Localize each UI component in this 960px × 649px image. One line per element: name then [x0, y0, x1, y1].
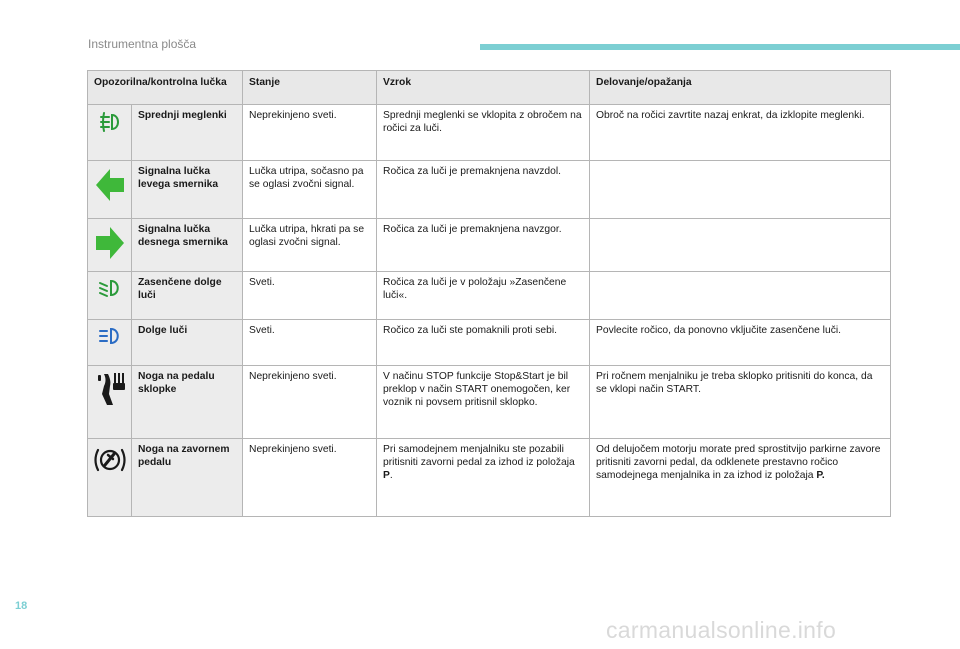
- table-row: [88, 320, 891, 366]
- title-accent-bar: [480, 44, 960, 50]
- row-cause-text: Pri samodejnem menjalniku ste pozabili pritisniti zavorni pedal za izhod iz položaja: [383, 444, 575, 468]
- row-state: Lučka utripa, sočasno pa se oglasi zvočni signal.: [243, 161, 377, 219]
- row-cause: Ročica za luči je v položaju »Zasenčene luči«.: [377, 272, 590, 320]
- row-state: Neprekinjeno sveti.: [243, 366, 377, 439]
- table-row: [88, 219, 891, 272]
- row-cause: Ročica za luči je premaknjena navzgor.: [377, 219, 590, 272]
- foot-on-clutch-icon: [95, 372, 125, 408]
- table-row: [88, 105, 891, 161]
- row-name: Signalna lučka desnega smernika: [132, 219, 243, 272]
- row-name: Signalna lučka levega smernika: [132, 161, 243, 219]
- row-action-bold: P.: [816, 470, 825, 481]
- row-cause: Ročico za luči ste pomaknili proti sebi.: [377, 320, 590, 366]
- right-indicator-icon: [94, 225, 126, 261]
- row-name: Dolge luči: [132, 320, 243, 366]
- row-state: Neprekinjeno sveti.: [243, 439, 377, 517]
- page-title: Instrumentna plošča: [88, 37, 197, 51]
- row-name: Zasenčene dolge luči: [132, 272, 243, 320]
- row-action: [590, 272, 891, 320]
- row-cause: [377, 439, 590, 517]
- row-action: Obroč na ročici zavrtite nazaj enkrat, da izklopite meglenki.: [590, 105, 891, 161]
- indicator-table: [87, 70, 891, 517]
- watermark: carmanualsonline.info: [606, 617, 837, 643]
- column-header-state: Stanje: [243, 71, 377, 105]
- front-fog-light-icon: [98, 111, 122, 133]
- row-state: Sveti.: [243, 272, 377, 320]
- row-cause: V načinu STOP funkcije Stop&Start je bil preklop v način START onemogočen, ker voznik ni povsem pritisnil sklopko.: [377, 366, 590, 439]
- row-name: Noga na pedalu sklopke: [132, 366, 243, 439]
- table-header-row: [88, 71, 891, 105]
- row-action: [590, 161, 891, 219]
- row-action: Pri ročnem menjalniku je treba sklopko pritisniti do konca, da se vklopi način START.: [590, 366, 891, 439]
- left-indicator-icon: [94, 167, 126, 203]
- column-header-action: Delovanje/opažanja: [590, 71, 891, 105]
- row-action: [590, 219, 891, 272]
- row-cause-end: .: [389, 470, 393, 481]
- table-row: [88, 272, 891, 320]
- row-name: Noga na zavornem pedalu: [132, 439, 243, 517]
- main-beam-icon: [97, 326, 123, 346]
- column-header-lamp: Opozorilna/kontrolna lučka: [88, 71, 243, 105]
- dipped-beam-icon: [97, 278, 123, 298]
- table-row: [88, 366, 891, 439]
- page-number: 18: [15, 600, 28, 612]
- row-name: Sprednji meglenki: [132, 105, 243, 161]
- row-cause: Sprednji meglenki se vklopita z obročem na ročici za luči.: [377, 105, 590, 161]
- column-header-cause: Vzrok: [377, 71, 590, 105]
- row-action: Povlecite ročico, da ponovno vključite zasenčene luči.: [590, 320, 891, 366]
- row-action-text: Od delujočem motorju morate pred sprostitvijo parkirne zavore pritisniti zavorni pedal, da odklenete prestavno ročico samodejnega menjalnika in za izhod iz položaja: [596, 444, 881, 481]
- foot-on-brake-icon: [92, 445, 128, 475]
- row-state: Neprekinjeno sveti.: [243, 105, 377, 161]
- row-action: [590, 439, 891, 517]
- table-row: [88, 439, 891, 517]
- row-state: Lučka utripa, hkrati pa se oglasi zvočni signal.: [243, 219, 377, 272]
- row-cause: Ročica za luči je premaknjena navzdol.: [377, 161, 590, 219]
- row-state: Sveti.: [243, 320, 377, 366]
- table-row: [88, 161, 891, 219]
- row-cause-bold: P: [383, 470, 390, 481]
